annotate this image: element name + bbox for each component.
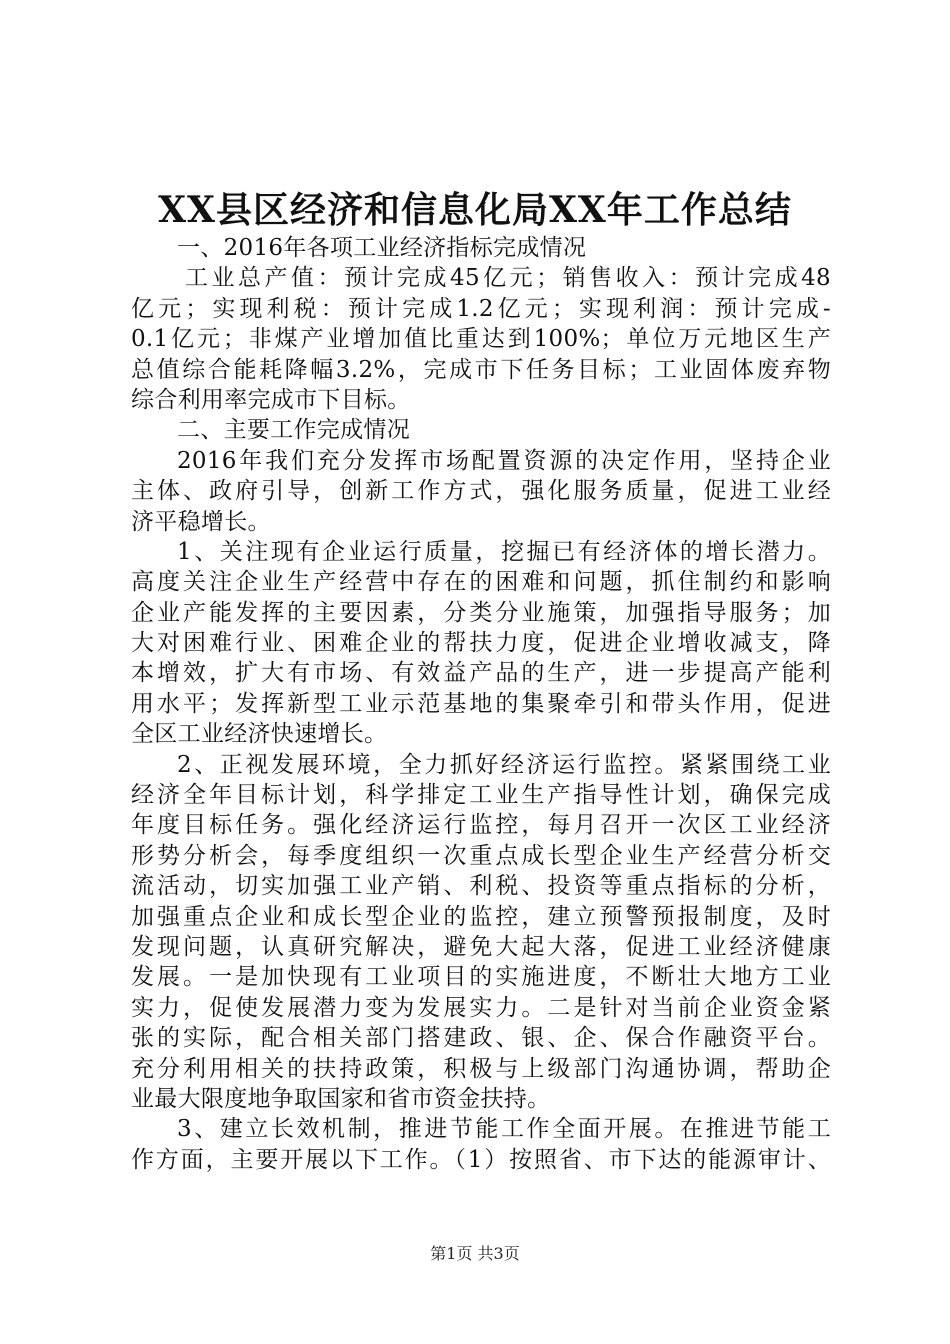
- paragraph-line: 亿元；实现利税：预计完成1.2亿元；实现利润：预计完成-: [131, 295, 831, 322]
- paragraph-line: 发展。一是加快现有工业项目的实施进度，不断壮大地方工业: [131, 964, 831, 991]
- paragraph-line: 作方面，主要开展以下工作。（1）按照省、市下达的能源审计、: [131, 1146, 831, 1173]
- paragraph-line: 高度关注企业生产经营中存在的困难和问题，抓住制约和影响: [131, 569, 831, 596]
- paragraph-line: 2016年我们充分发挥市场配置资源的决定作用，坚持企业: [177, 447, 831, 474]
- paragraph-line: 大对困难行业、困难企业的帮扶力度，促进企业增收减支，降: [131, 630, 831, 657]
- paragraph-line: 工业总产值：预计完成45亿元；销售收入：预计完成48: [185, 265, 831, 292]
- section-heading-2: 二、主要工作完成情况: [177, 417, 410, 444]
- document-title: XX县区经济和信息化局XX年工作总结: [158, 189, 792, 231]
- paragraph-line: 流活动，切实加强工业产销、利税、投资等重点指标的分析，: [131, 873, 831, 900]
- paragraph-line: 形势分析会，每季度组织一次重点成长型企业生产经营分析交: [131, 842, 831, 869]
- paragraph-line: 本增效，扩大有市场、有效益产品的生产，进一步提高产能利: [131, 660, 831, 687]
- paragraph-line: 加强重点企业和成长型企业的监控，建立预警预报制度，及时: [131, 903, 831, 930]
- paragraph-line: 充分利用相关的扶持政策，积极与上级部门沟通协调，帮助企: [131, 1055, 831, 1082]
- paragraph-line: 张的实际，配合相关部门搭建政、银、企、保合作融资平台。: [131, 1025, 831, 1052]
- paragraph-line: 实力，促使发展潜力变为发展实力。二是针对当前企业资金紧: [131, 994, 831, 1021]
- section-heading-1: 一、2016年各项工业经济指标完成情况: [177, 235, 587, 261]
- paragraph-line: 用水平；发挥新型工业示范基地的集聚牵引和带头作用，促进: [131, 690, 831, 717]
- paragraph-line: 企业产能发挥的主要因素，分类分业施策，加强指导服务；加: [131, 599, 831, 626]
- paragraph-line: 2、正视发展环境，全力抓好经济运行监控。紧紧围绕工业: [177, 751, 831, 778]
- paragraph-line: 发现问题，认真研究解决，避免大起大落，促进工业经济健康: [131, 933, 831, 960]
- paragraph-line: 年度目标任务。强化经济运行监控，每月召开一次区工业经济: [131, 812, 831, 839]
- paragraph-line: 0.1亿元；非煤产业增加值比重达到100%；单位万元地区生产: [131, 326, 831, 353]
- paragraph-line: 3、建立长效机制，推进节能工作全面开展。在推进节能工: [177, 1116, 831, 1143]
- paragraph-line: 主体、政府引导，创新工作方式，强化服务质量，促进工业经: [131, 478, 831, 505]
- paragraph-line: 1、关注现有企业运行质量，挖掘已有经济体的增长潜力。: [177, 538, 831, 565]
- paragraph-line: 济平稳增长。: [131, 508, 271, 535]
- paragraph-line: 全区工业经济快速增长。: [131, 721, 388, 748]
- paragraph-line: 综合利用率完成市下目标。: [131, 386, 411, 413]
- paragraph-line: 业最大限度地争取国家和省市资金扶持。: [131, 1085, 551, 1112]
- paragraph-line: 经济全年目标计划，科学排定工业生产指导性计划，确保完成: [131, 782, 831, 809]
- page-number-footer: 第1页 共3页: [430, 1244, 520, 1263]
- document-body: [131, 233, 831, 1175]
- paragraph-line: 总值综合能耗降幅3.2%，完成市下任务目标；工业固体废弃物: [131, 356, 831, 383]
